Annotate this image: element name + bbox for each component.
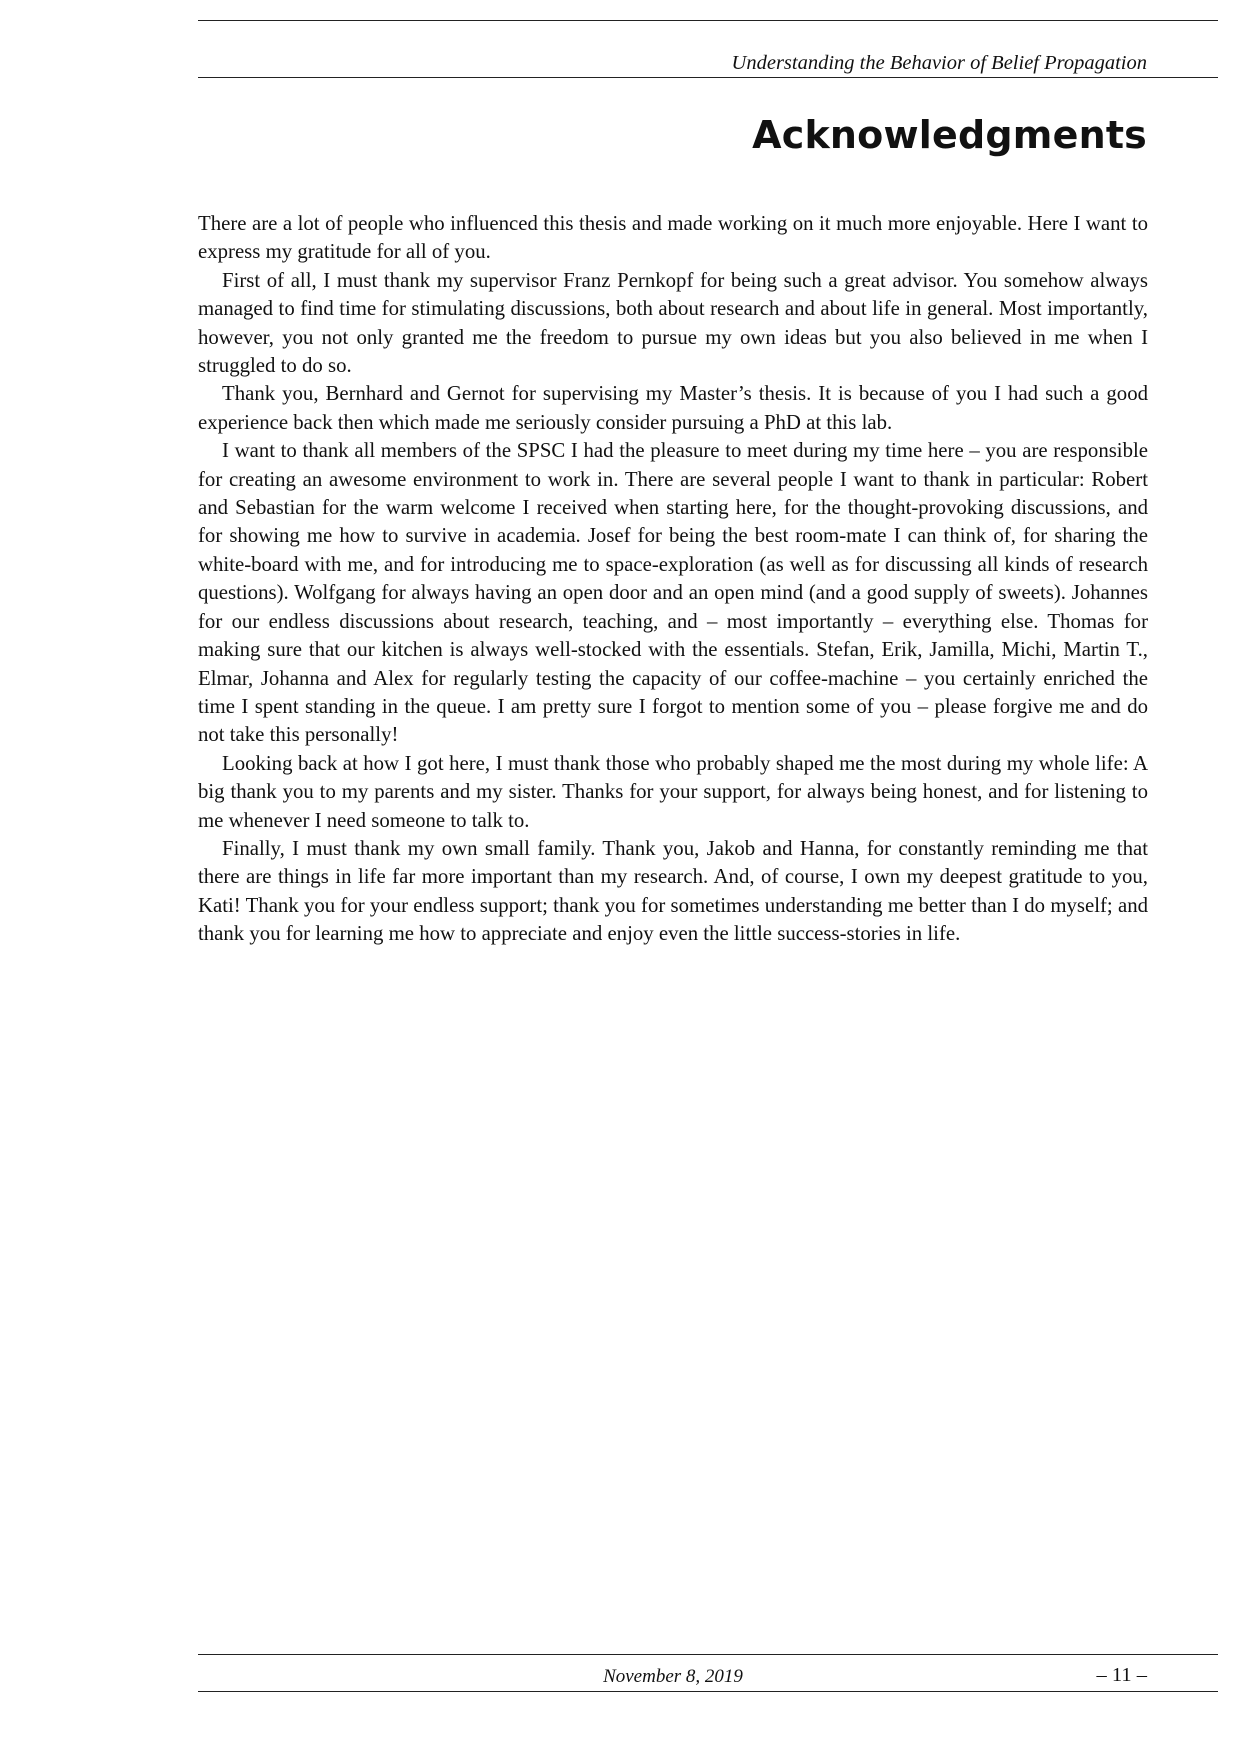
- acknowledgments-body: [198, 210, 1148, 949]
- page-number: – 11 –: [1096, 1664, 1147, 1686]
- header-bottom-rule: [198, 77, 1218, 78]
- paragraph: There are a lot of people who influenced this thesis and made working on it much more enjoyable. Here I want to express my gratitude for all of you.: [198, 212, 1148, 264]
- paragraph: I want to thank all members of the SPSC I had the pleasure to meet during my time here – you are responsible for creating an awesome environment to work in. There are several people I want to thank in particular: Robert and Sebastian for the warm welcome I received when starting here, for the thought-provoking discussions, and for showing me how to survive in academia. Josef for being the best room-mate I can think of, for sharing the white-board with me, and for introducing me to space-exploration (as well as for discussing all kinds of research questions). Wolfgang for always having an open door and an open mind (and a good supply of sweets). Johannes for our endless discussions about research, teaching, and – most importantly – everything else. Thomas for making sure that our kitchen is always well-stocked with the essentials. Stefan, Erik, Jamilla, Michi, Martin T., Elmar, Johanna and Alex for regularly testing the capacity of our coffee-machine – you certainly enriched the time I spent standing in the queue. I am pretty sure I forgot to mention some of you – please forgive me and do not take this personally!: [198, 439, 1148, 747]
- paragraph: First of all, I must thank my supervisor Franz Pernkopf for being such a great advisor. You somehow always managed to find time for stimulating discussions, both about research and about life in general. Most importantly, however, you not only granted me the freedom to pursue my own ideas but you also believed in me when I struggled to do so.: [198, 268, 1148, 378]
- paragraph: Looking back at how I got here, I must thank those who probably shaped me the most during my whole life: A big thank you to my parents and my sister. Thanks for your support, for always being honest, and for listening to me whenever I need someone to talk to.: [198, 751, 1148, 832]
- footer-bottom-rule: [198, 1691, 1218, 1692]
- paragraph: Thank you, Bernhard and Gernot for supervising my Master’s thesis. It is because of you I had such a good experience back then which made me seriously consider pursuing a PhD at this lab.: [198, 382, 1148, 434]
- paragraph: Finally, I must thank my own small family. Thank you, Jakob and Hanna, for constantly reminding me that there are things in life far more important than my research. And, of course, I own my deepest gratitude to you, Kati! Thank you for your endless support; thank you for sometimes understanding me better than I do myself; and thank you for learning me how to appreciate and enjoy even the little success-stories in life.: [198, 836, 1148, 946]
- chapter-title: Acknowledgments: [752, 113, 1147, 157]
- header-top-rule: [198, 20, 1218, 21]
- running-title: Understanding the Behavior of Belief Propagation: [731, 52, 1147, 74]
- footer-top-rule: [198, 1654, 1218, 1655]
- footer-date: November 8, 2019: [603, 1666, 743, 1687]
